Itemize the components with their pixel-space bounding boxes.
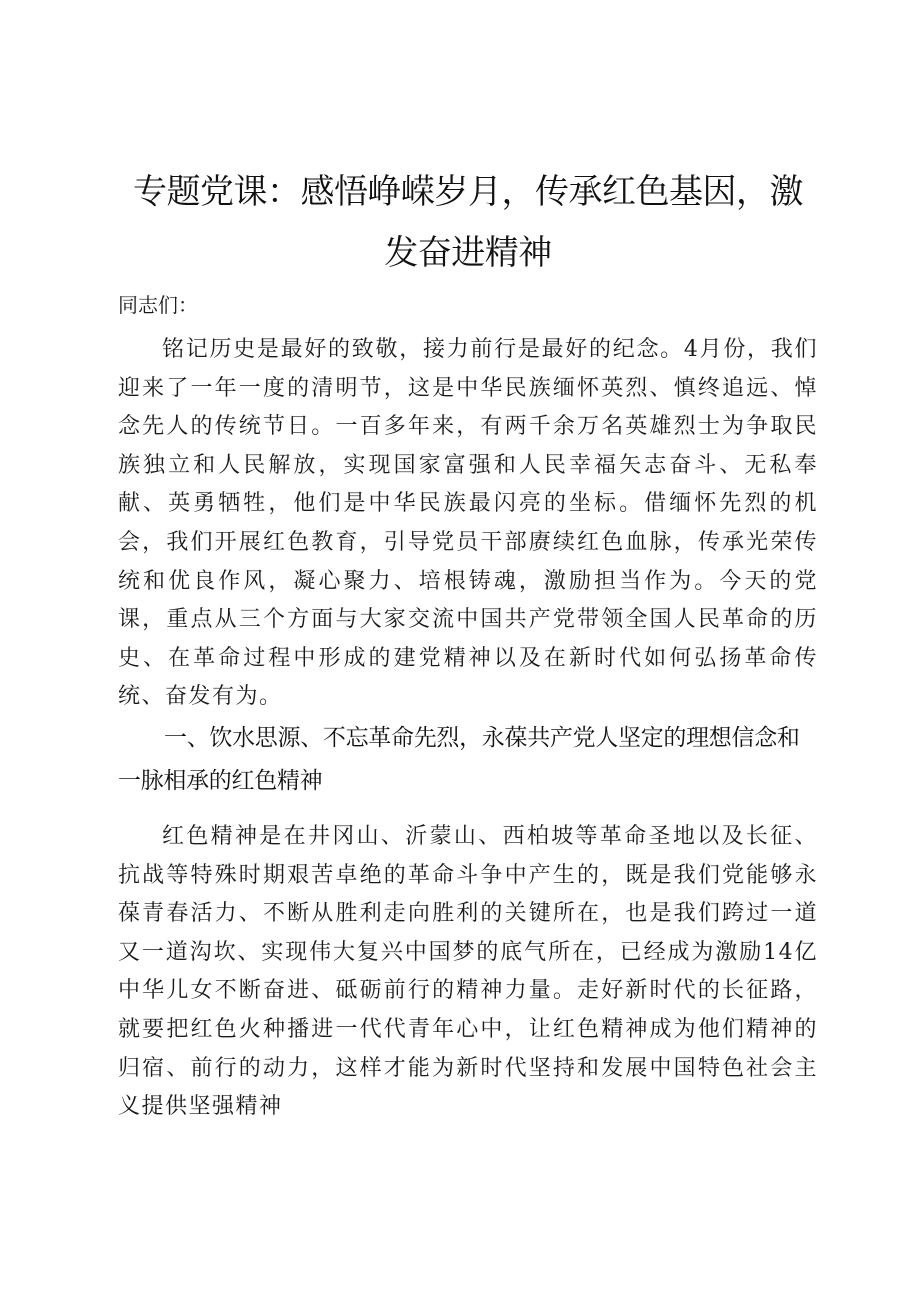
body-paragraph-1: 铭记历史是最好的致敬，接力前行是最好的纪念。4月份，我们迎来了一年一度的清明节，这是中华民族缅怀英烈、慎终追远、悼念先人的传统节日。一百多年来，有两千余万名英雄烈士为争取民族独立和人民解放，实现国家富强和人民幸福矢志奋斗、无私奉献、英勇牺牲，他们是中华民族最闪亮的坐标。借缅怀先烈的机会，我们开展红色教育，引导党员干部赓续红色血脉，传承光荣传统和优良作风，凝心聚力、培根铸魂，激励担当作为。今天的党课，重点从三个方面与大家交流中国共产党带领全国人民革命的历史、在革命过程中形成的建党精神以及在新时代如何弘扬革命传统、奋发有为。 (118, 337, 818, 710)
document-title: 专题党课：感悟峥嵘岁月，传承红色基因，激发奋进精神 (133, 172, 803, 273)
salutation: 同志们： (118, 293, 198, 317)
body-paragraph-2: 红色精神是在井冈山、沂蒙山、西柏坡等革命圣地以及长征、抗战等特殊时期艰苦卓绝的革命斗争中产生的，既是我们党能够永葆青春活力、不断从胜利走向胜利的关键所在，也是我们跨过一道又一道沟坎、实现伟大复兴中国梦的底气所在，已经成为激励14亿中华儿女不断奋进、砥砺前行的精神力量。走好新时代的长征路，就要把红色火种播进一代代青年心中，让红色精神成为他们精神的归宿、前行的动力，这样才能为新时代坚持和发展中国特色社会主义提供坚强精神 (118, 824, 818, 1120)
section-heading-1: 一、饮水思源、不忘革命先烈，永葆共产党人坚定的理想信念和一脉相承的红色精神 (118, 725, 800, 794)
